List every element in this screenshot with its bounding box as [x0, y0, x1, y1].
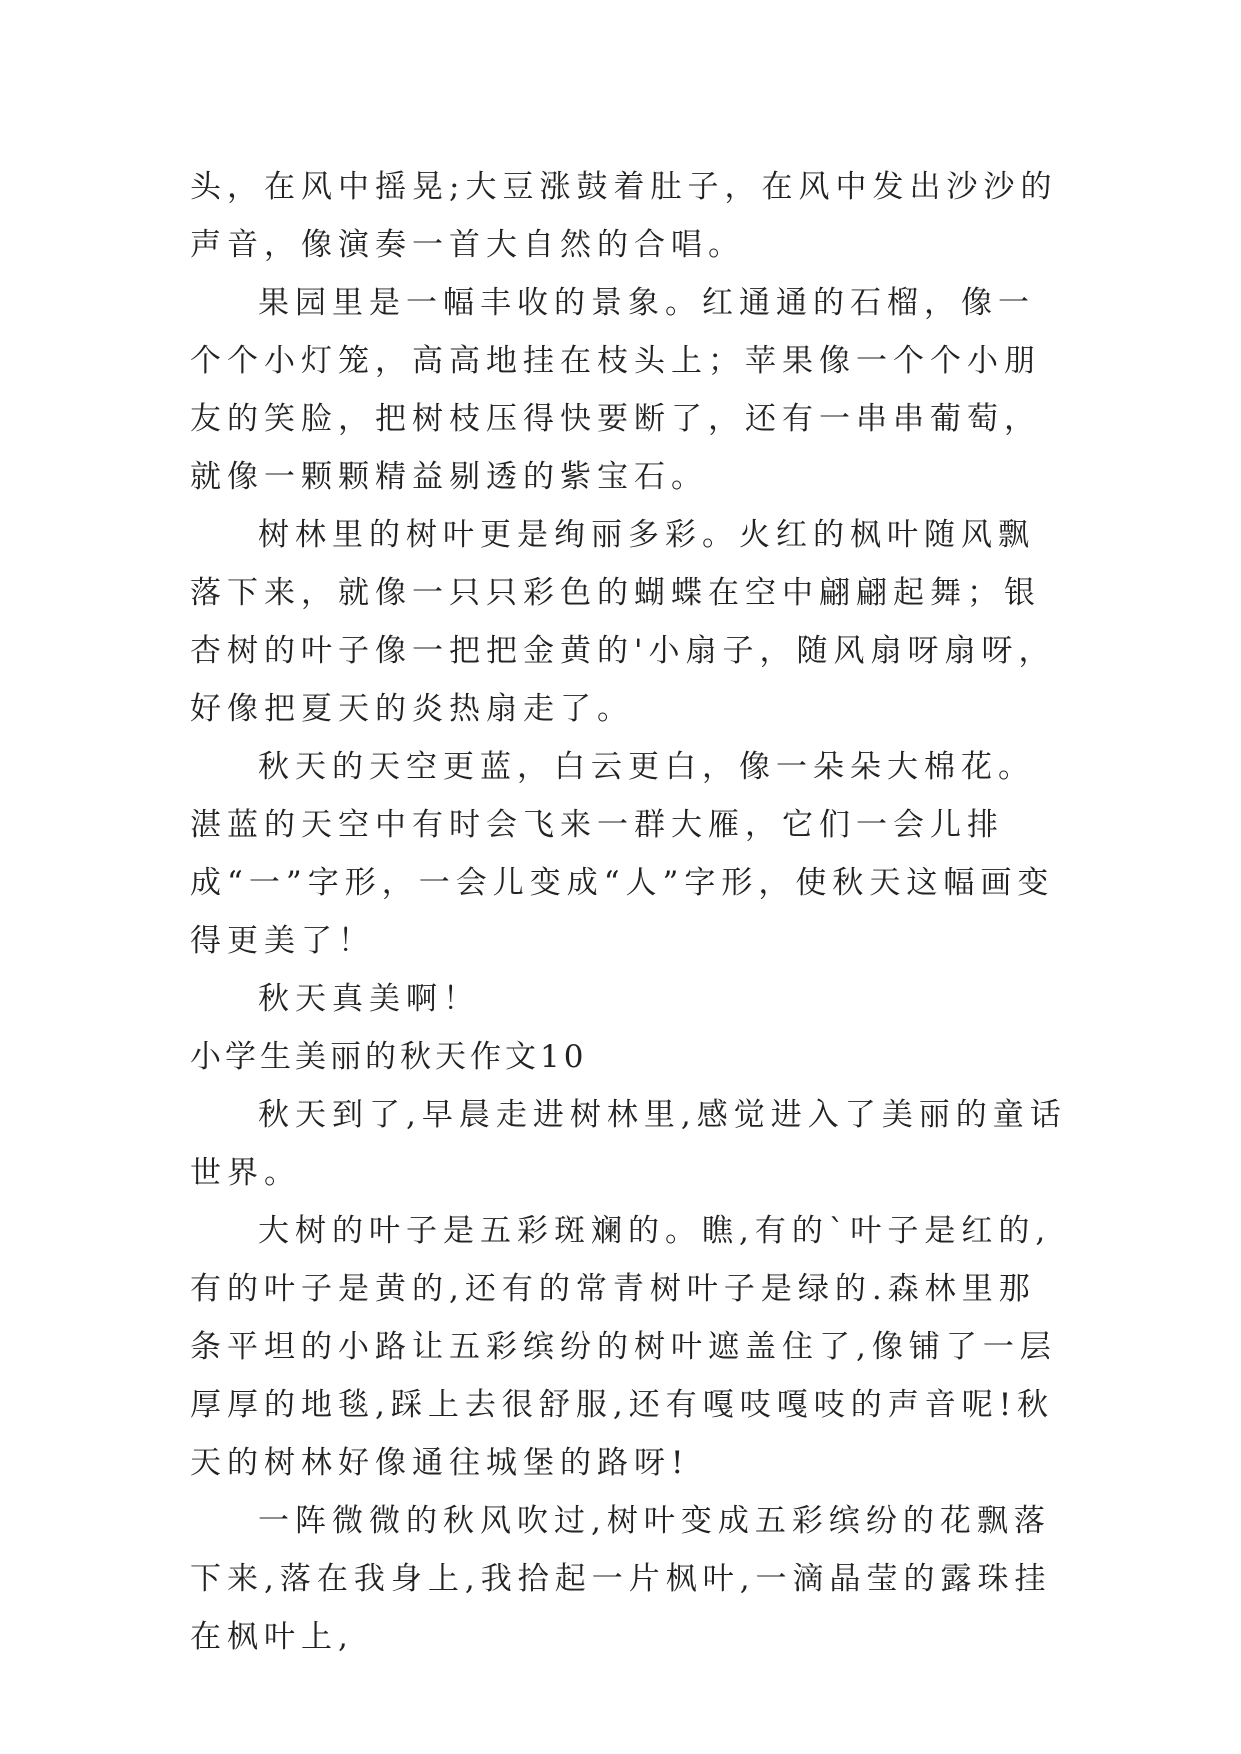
paragraph: 秋天到了,早晨走进树林里,感觉进入了美丽的童话世界。 — [190, 1097, 1067, 1191]
paragraph: 大树的叶子是五彩斑斓的。瞧,有的`叶子是红的,有的叶子是黄的,还有的常青树叶子是绿的.森林里那条平坦的小路让五彩缤纷的树叶遮盖住了,像铺了一层厚厚的地毯,踩上去很舒服,还有嘎吱嘎吱的声音呢!秋天的树林好像通往城堡的路呀! — [190, 1213, 1057, 1481]
paragraph: 果园里是一幅丰收的景象。红通通的石榴，像一个个小灯笼，高高地挂在枝头上；苹果像一个个小朋友的笑脸，把树枝压得快要断了，还有一串串葡萄，就像一颗颗精益剔透的紫宝石。 — [190, 285, 1041, 495]
essay-body — [190, 158, 1070, 1666]
paragraph: 秋天真美啊！ — [258, 981, 480, 1017]
paragraph: 一阵微微的秋风吹过,树叶变成五彩缤纷的花飘落下来,落在我身上,我拾起一片枫叶,一滴晶莹的露珠挂在枫叶上, — [190, 1503, 1052, 1655]
essay-title: 小学生美丽的秋天作文10 — [190, 1039, 588, 1075]
paragraph: 秋天的天空更蓝，白云更白，像一朵朵大棉花。湛蓝的天空中有时会飞来一群大雁，它们一会儿排成“一”字形，一会儿变成“人”字形，使秋天这幅画变得更美了！ — [190, 749, 1055, 959]
paragraph: 头，在风中摇晃;大豆涨鼓着肚子，在风中发出沙沙的声音，像演奏一首大自然的合唱。 — [190, 169, 1058, 263]
paragraph: 树林里的树叶更是绚丽多彩。火红的枫叶随风飘落下来，就像一只只彩色的蝴蝶在空中翩翩起舞；银杏树的叶子像一把把金黄的'小扇子，随风扇呀扇呀，好像把夏天的炎热扇走了。 — [190, 517, 1056, 727]
